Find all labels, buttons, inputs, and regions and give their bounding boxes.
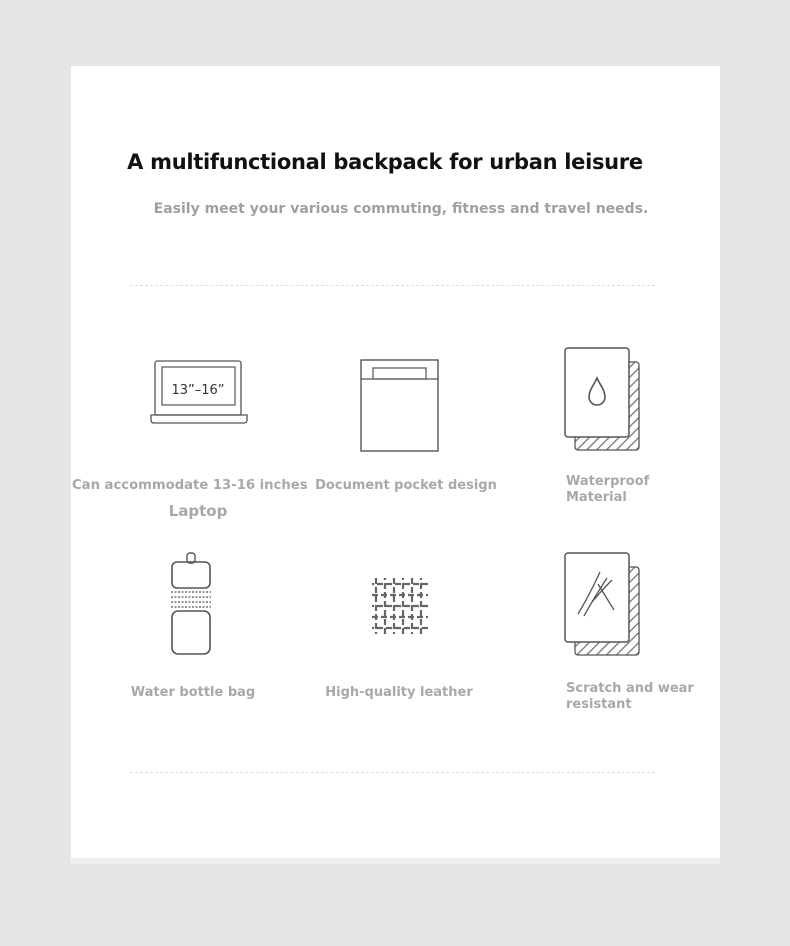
feature-label-leather: High-quality leather [325, 685, 473, 700]
feature-label-scratch: Scratch and wear [566, 681, 694, 696]
waterproof-icon [562, 345, 644, 455]
feature-label-waterproof-line2: Material [566, 490, 627, 505]
page-title: A multifunctional backpack for urban leisure [127, 150, 643, 174]
bottom-divider [130, 772, 655, 773]
card-bottom-edge [71, 858, 720, 864]
feature-label-document-pocket: Document pocket design [315, 478, 497, 493]
document-pocket-icon [358, 358, 442, 454]
content-card [71, 66, 720, 858]
top-divider [130, 285, 655, 286]
feature-label-laptop: Can accommodate 13-16 inches [72, 478, 308, 493]
feature-label-waterproof: Waterproof [566, 474, 650, 489]
feature-label-laptop-line2: Laptop [168, 502, 228, 520]
scratch-resistant-icon [562, 550, 644, 660]
water-bottle-bag-icon [166, 552, 216, 658]
feature-label-scratch-line2: resistant [566, 697, 632, 712]
page-subtitle: Easily meet your various commuting, fitness and travel needs. [153, 201, 649, 217]
leather-weave-icon [370, 576, 430, 636]
laptop-screen-text: 13”–16” [171, 383, 225, 398]
feature-label-water-bottle-bag: Water bottle bag [130, 685, 256, 700]
laptop-icon [150, 358, 248, 426]
